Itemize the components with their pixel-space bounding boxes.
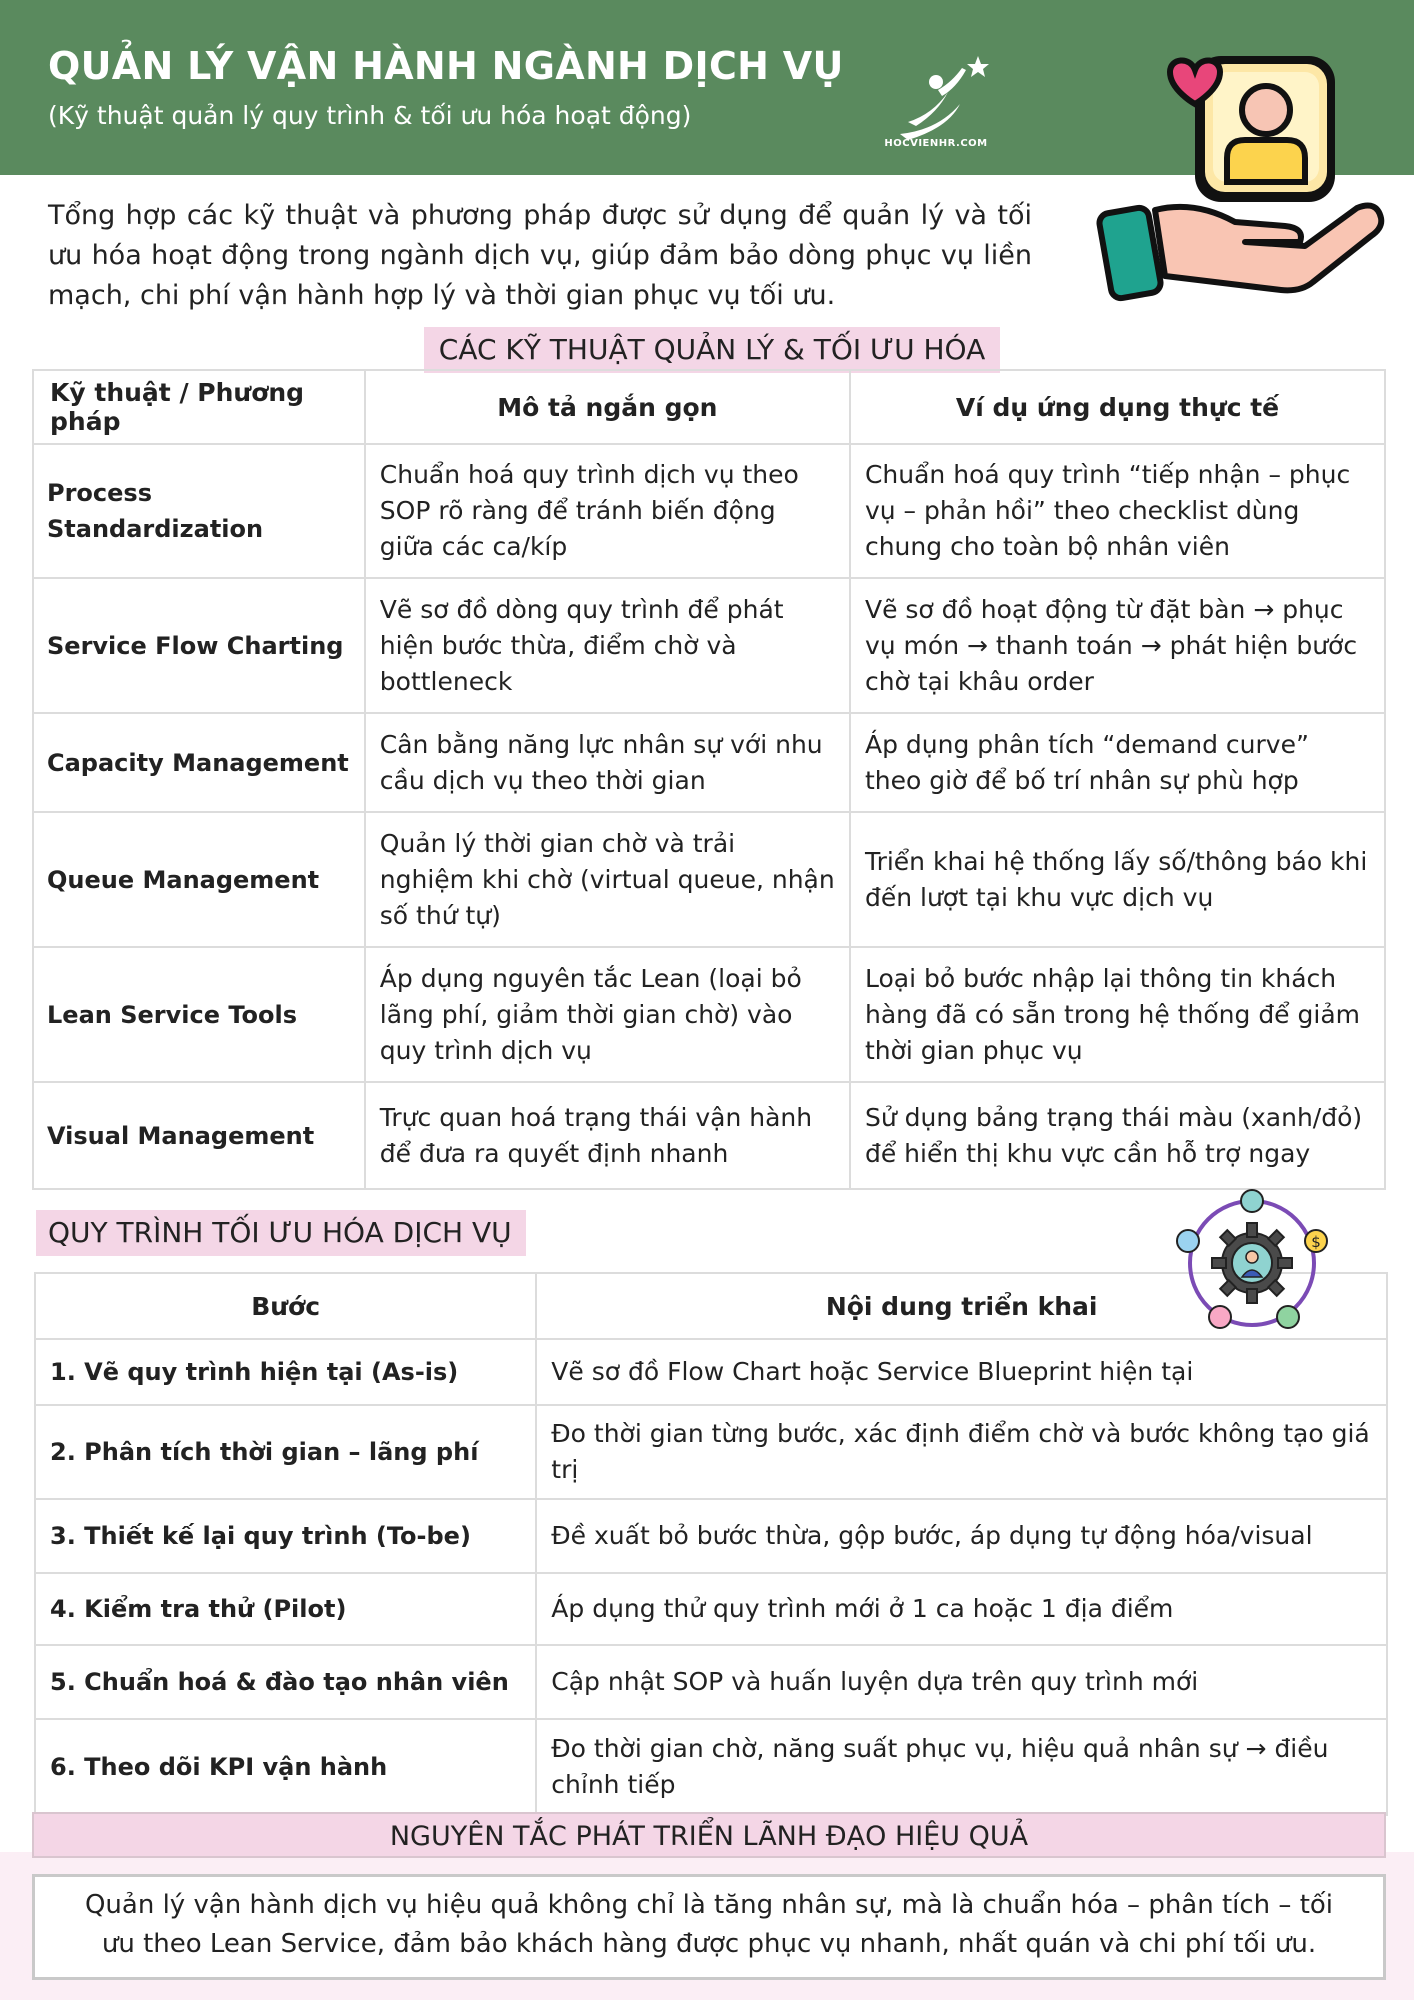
hocvienhr-logo-icon — [878, 52, 998, 152]
process-content: Cập nhật SOP và huấn luyện dựa trên quy trình mới — [536, 1645, 1387, 1719]
techniques-heading: CÁC KỸ THUẬT QUẢN LÝ & TỐI ƯU HÓA — [424, 327, 1000, 373]
technique-example: Sử dụng bảng trạng thái màu (xanh/đỏ) để hiển thị khu vực cần hỗ trợ ngay — [850, 1082, 1385, 1189]
table-row — [33, 812, 1385, 947]
technique-description: Áp dụng nguyên tắc Lean (loại bỏ lãng phí, giảm thời gian chờ) vào quy trình dịch vụ — [365, 947, 850, 1082]
technique-description: Vẽ sơ đồ dòng quy trình để phát hiện bước thừa, điểm chờ và bottleneck — [365, 578, 850, 713]
intro-paragraph: Tổng hợp các kỹ thuật và phương pháp được sử dụng để quản lý và tối ưu hóa hoạt động trong ngành dịch vụ, giúp đảm bảo dòng phục vụ liền mạch, chi phí vận hành hợp lý và thời gian phục vụ tối ưu. — [48, 200, 1032, 311]
process-step: 6. Theo dõi KPI vận hành — [35, 1719, 536, 1815]
svg-text:$: $ — [1311, 1233, 1321, 1251]
technique-example: Loại bỏ bước nhập lại thông tin khách hàng đã có sẵn trong hệ thống để giảm thời gian phục vụ — [850, 947, 1385, 1082]
technique-example: Chuẩn hoá quy trình “tiếp nhận – phục vụ – phản hồi” theo checklist dùng chung cho toàn bộ nhân viên — [850, 444, 1385, 578]
technique-name: Service Flow Charting — [33, 578, 365, 713]
process-heading: QUY TRÌNH TỐI ƯU HÓA DỊCH VỤ — [36, 1210, 526, 1256]
process-content: Vẽ sơ đồ Flow Chart hoặc Service Blueprint hiện tại — [536, 1339, 1387, 1405]
technique-example: Vẽ sơ đồ hoạt động từ đặt bàn → phục vụ món → thanh toán → phát hiện bước chờ tại khâu order — [850, 578, 1385, 713]
process-content: Đo thời gian từng bước, xác định điểm chờ và bước không tạo giá trị — [536, 1405, 1387, 1499]
table-row — [35, 1339, 1387, 1405]
page-subtitle: (Kỹ thuật quản lý quy trình & tối ưu hóa hoạt động) — [48, 101, 692, 130]
technique-description: Chuẩn hoá quy trình dịch vụ theo SOP rõ ràng để tránh biến động giữa các ca/kíp — [365, 444, 850, 578]
process-content: Đo thời gian chờ, năng suất phục vụ, hiệu quả nhân sự → điều chỉnh tiếp — [536, 1719, 1387, 1815]
table-header-row — [33, 370, 1385, 444]
table-row — [35, 1405, 1387, 1499]
technique-description: Quản lý thời gian chờ và trải nghiệm khi chờ (virtual queue, nhận số thứ tự) — [365, 812, 850, 947]
technique-name: Lean Service Tools — [33, 947, 365, 1082]
technique-description: Trực quan hoá trạng thái vận hành để đưa ra quyết định nhanh — [365, 1082, 850, 1189]
technique-description: Cân bằng năng lực nhân sự với nhu cầu dịch vụ theo thời gian — [365, 713, 850, 812]
technique-name: Capacity Management — [33, 713, 365, 812]
process-step: 5. Chuẩn hoá & đào tạo nhân viên — [35, 1645, 536, 1719]
table-row — [35, 1499, 1387, 1573]
principle-title: NGUYÊN TẮC PHÁT TRIỂN LÃNH ĐẠO HIỆU QUẢ — [32, 1812, 1386, 1858]
table-row — [33, 578, 1385, 713]
logo-text: HOCVIENHR.COM — [884, 138, 988, 149]
table-row — [35, 1573, 1387, 1645]
table-row — [33, 947, 1385, 1082]
technique-name: Visual Management — [33, 1082, 365, 1189]
table-row — [33, 444, 1385, 578]
process-step: 4. Kiểm tra thử (Pilot) — [35, 1573, 536, 1645]
service-gear-icon — [1170, 1185, 1340, 1340]
column-header: Ví dụ ứng dụng thực tế — [850, 370, 1385, 444]
hand-holding-person-icon — [1095, 50, 1385, 310]
table-row — [33, 713, 1385, 812]
process-table — [34, 1272, 1388, 1816]
technique-name: Queue Management — [33, 812, 365, 947]
process-content: Đề xuất bỏ bước thừa, gộp bước, áp dụng tự động hóa/visual — [536, 1499, 1387, 1573]
table-row — [35, 1645, 1387, 1719]
techniques-table — [32, 369, 1386, 1190]
column-header: Bước — [35, 1273, 536, 1339]
process-step: 1. Vẽ quy trình hiện tại (As-is) — [35, 1339, 536, 1405]
principle-text: Quản lý vận hành dịch vụ hiệu quả không chỉ là tăng nhân sự, mà là chuẩn hóa – phân tích – tối ưu theo Lean Service, đảm bảo khách hàng được phục vụ nhanh, nhất quán và chi phí tối ưu. — [32, 1874, 1386, 1980]
table-row — [35, 1719, 1387, 1815]
technique-example: Triển khai hệ thống lấy số/thông báo khi đến lượt tại khu vực dịch vụ — [850, 812, 1385, 947]
column-header: Kỹ thuật / Phương pháp — [33, 370, 365, 444]
column-header: Nội dung triển khai — [536, 1273, 1387, 1339]
page-title: QUẢN LÝ VẬN HÀNH NGÀNH DỊCH VỤ — [48, 44, 844, 88]
table-row — [33, 1082, 1385, 1189]
technique-example: Áp dụng phân tích “demand curve” theo giờ để bố trí nhân sự phù hợp — [850, 713, 1385, 812]
technique-name: Process Standardization — [33, 444, 365, 578]
process-step: 2. Phân tích thời gian – lãng phí — [35, 1405, 536, 1499]
process-content: Áp dụng thử quy trình mới ở 1 ca hoặc 1 địa điểm — [536, 1573, 1387, 1645]
process-step: 3. Thiết kế lại quy trình (To-be) — [35, 1499, 536, 1573]
column-header: Mô tả ngắn gọn — [365, 370, 850, 444]
